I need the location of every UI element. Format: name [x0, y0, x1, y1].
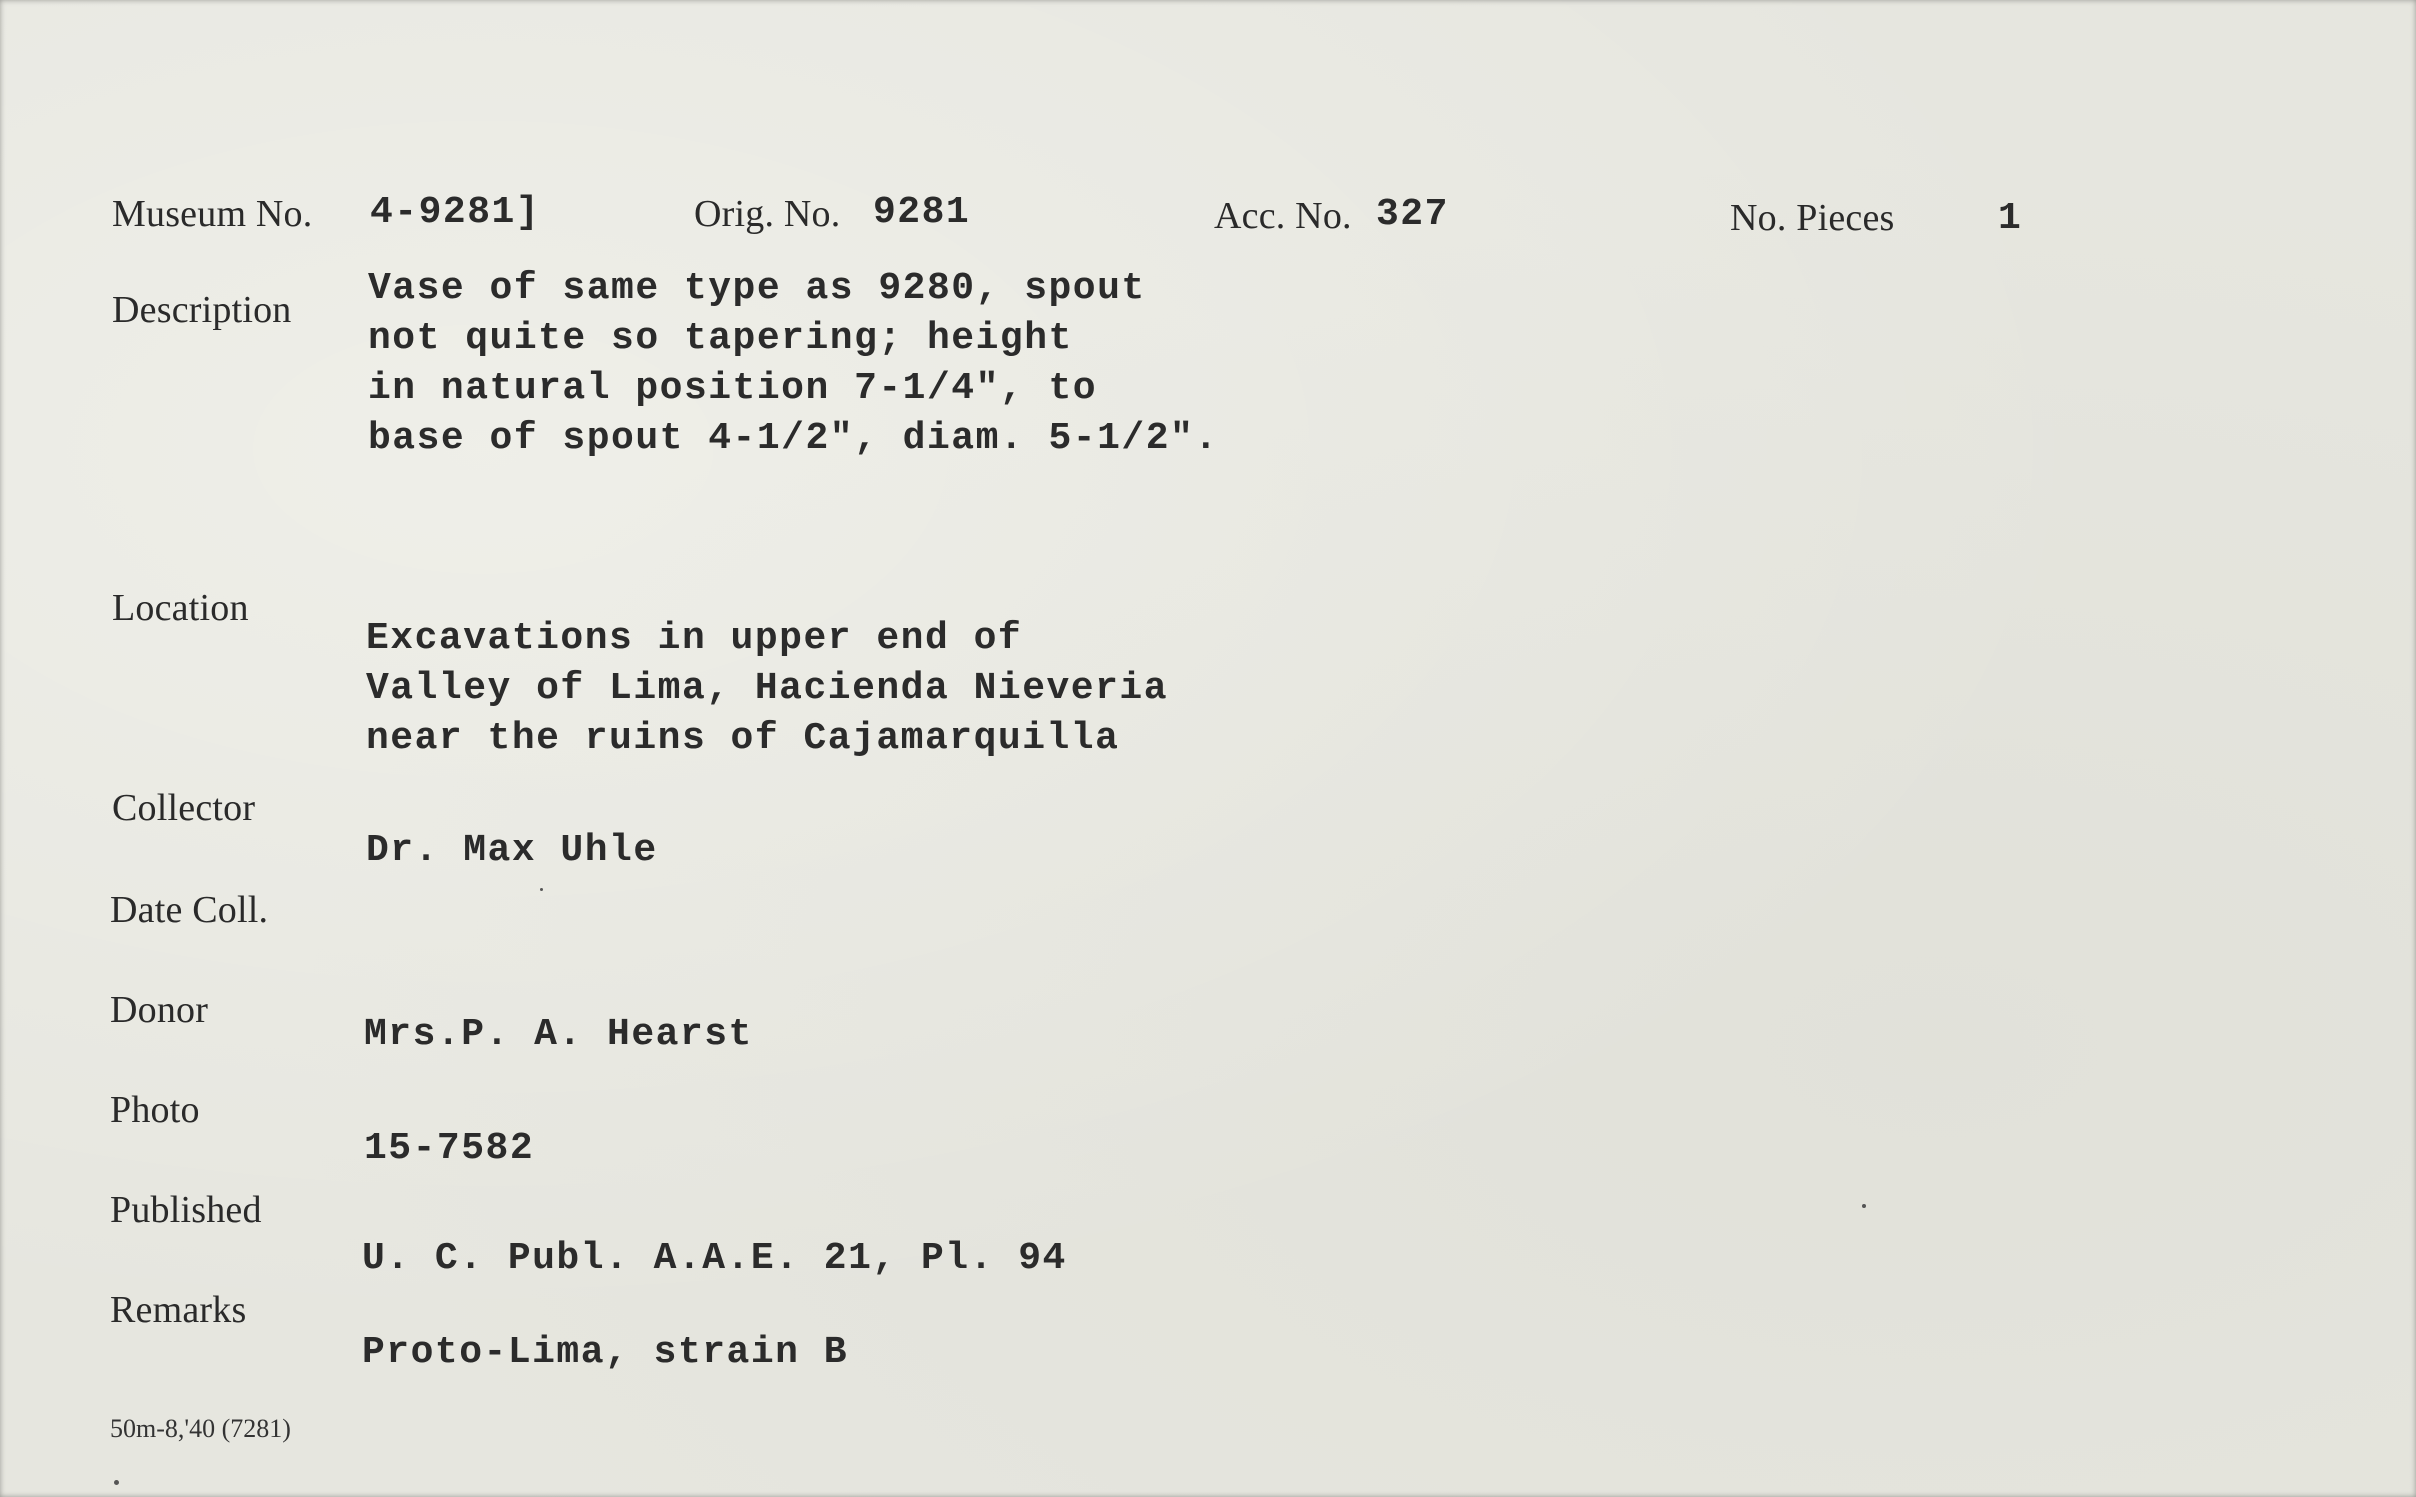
paper-speck	[114, 1480, 119, 1485]
museum-no-label: Museum No.	[112, 193, 313, 235]
photo-value: 15-7582	[364, 1127, 535, 1170]
acc-no-label: Acc. No.	[1214, 195, 1352, 237]
location-value: Excavations in upper end of Valley of Lima, Hacienda Nieveria near the ruins of Cajamarquilla	[366, 617, 1169, 760]
paper-speck	[540, 888, 543, 891]
no-pieces-label: No. Pieces	[1730, 197, 1895, 239]
acc-no-value: 327	[1376, 193, 1449, 236]
description-value: Vase of same type as 9280, spout not quite so tapering; height in natural position 7-1/4", to base of spout 4-1/2", diam. 5-1/2".	[368, 267, 1219, 460]
published-label: Published	[110, 1189, 262, 1231]
paper-speck	[1862, 1204, 1866, 1208]
remarks-label: Remarks	[110, 1289, 247, 1331]
donor-label: Donor	[110, 989, 209, 1031]
orig-no-label: Orig. No.	[694, 193, 841, 235]
location-label: Location	[112, 587, 249, 629]
photo-label: Photo	[110, 1089, 200, 1131]
donor-value: Mrs.P. A. Hearst	[364, 1013, 753, 1056]
orig-no-value: 9281	[873, 191, 971, 234]
description-label: Description	[112, 289, 292, 331]
collector-label: Collector	[112, 787, 256, 829]
museum-no-value: 4-9281]	[370, 191, 541, 234]
collector-value: Dr. Max Uhle	[366, 829, 658, 872]
print-code: 50m-8,'40 (7281)	[110, 1414, 291, 1443]
no-pieces-value: 1	[1998, 197, 2023, 240]
date-coll-label: Date Coll.	[110, 889, 269, 931]
published-value: U. C. Publ. A.A.E. 21, Pl. 94	[362, 1237, 1067, 1280]
remarks-value: Proto-Lima, strain B	[362, 1331, 849, 1374]
